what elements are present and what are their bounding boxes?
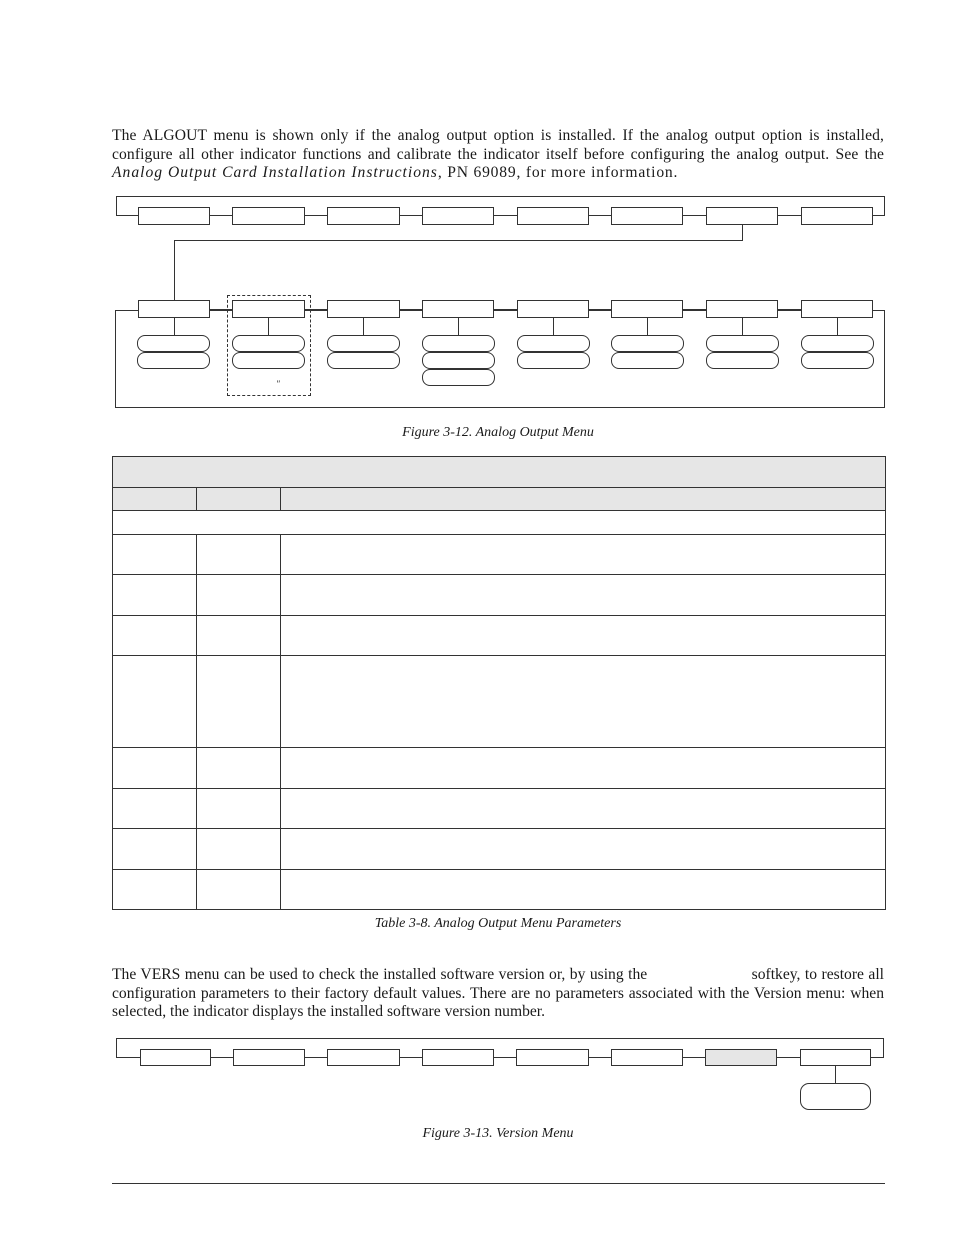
intro-emphasis: Analog Output Card Installation Instructions (112, 164, 438, 182)
param-box-7[interactable] (706, 300, 778, 318)
value-pill[interactable] (517, 335, 590, 352)
connector (211, 1057, 233, 1058)
menu-box-5[interactable] (516, 1049, 589, 1066)
param-box-3[interactable] (327, 300, 400, 318)
connector (778, 309, 801, 310)
figure-3-12-caption: Figure 3-12. Analog Output Menu (402, 425, 594, 440)
table-header-row (113, 488, 886, 511)
connector (210, 309, 232, 310)
connector (494, 309, 517, 310)
figure-3-13-caption: Figure 3-13. Version Menu (422, 1126, 574, 1141)
branch-line (174, 240, 743, 241)
menu-box-5[interactable] (517, 207, 589, 225)
connector (400, 1057, 422, 1058)
connector (305, 1057, 327, 1058)
section-cell (113, 511, 886, 535)
header-cell (281, 488, 886, 511)
intro-text: The ALGOUT menu is shown only if the analog output option is installed. If the analog output option is installed, configure all other indicator functions and calibrate the indicator itself before configuring the analog output. See the (112, 127, 884, 163)
vers-text: The VERS menu can be used to check the installed software version or, by using the (112, 966, 652, 983)
menu-box-highlighted[interactable] (705, 1049, 777, 1066)
connector (210, 215, 232, 216)
vers-text-end: softkey, to restore all configuration parameters to their factory default values. There are no parameters associated with the Version menu: when selected, the indicator displays the installed software version number. (112, 966, 884, 1021)
connector (777, 1057, 800, 1058)
menu-box-3[interactable] (327, 207, 400, 225)
connector (683, 215, 706, 216)
value-pill[interactable] (327, 335, 400, 352)
table-3-8-caption: Table 3-8. Analog Output Menu Parameters (374, 916, 622, 931)
value-pill[interactable] (232, 335, 305, 352)
stem (837, 318, 838, 335)
analog-output-parameters-table (112, 456, 886, 910)
param-box-4[interactable] (422, 300, 494, 318)
stem (835, 1066, 836, 1084)
value-pill[interactable] (137, 352, 210, 369)
header-cell (197, 488, 281, 511)
stem (174, 318, 175, 335)
menu-box-vers[interactable] (800, 1049, 871, 1066)
table-row (113, 535, 886, 575)
menu-box-3[interactable] (327, 1049, 400, 1066)
stem (647, 318, 648, 335)
table-row (113, 870, 886, 910)
drop-line (742, 225, 743, 241)
param-box-8[interactable] (801, 300, 873, 318)
value-pill[interactable] (801, 352, 874, 369)
connector (589, 215, 611, 216)
connector (589, 1057, 611, 1058)
value-pill[interactable] (517, 352, 590, 369)
bracket-foot-right (872, 215, 885, 216)
stem (742, 318, 743, 335)
connector (400, 215, 422, 216)
table-row (113, 575, 886, 616)
value-pill[interactable] (706, 335, 779, 352)
menu-box-1[interactable] (138, 207, 210, 225)
table-row (113, 789, 886, 829)
connector (778, 215, 801, 216)
tick-mark: " (276, 379, 280, 389)
value-pill[interactable] (137, 335, 210, 352)
connector (305, 215, 327, 216)
param-box-6[interactable] (611, 300, 683, 318)
bracket-foot-left (116, 215, 138, 216)
algout-intro-paragraph (112, 127, 884, 183)
menu-box-1[interactable] (140, 1049, 211, 1066)
value-pill[interactable] (327, 352, 400, 369)
param-box-1[interactable] (138, 300, 210, 318)
menu-box-6[interactable] (611, 207, 683, 225)
connector (400, 309, 422, 310)
value-pill[interactable] (422, 335, 495, 352)
branch-down-line (174, 240, 175, 301)
menu-box-6[interactable] (611, 1049, 683, 1066)
param-box-5[interactable] (517, 300, 589, 318)
table-title-row (113, 457, 886, 488)
table-section-row (113, 511, 886, 535)
connector (683, 309, 706, 310)
connector (494, 1057, 516, 1058)
value-pill[interactable] (232, 352, 305, 369)
bracket-foot-right (870, 1057, 884, 1058)
menu-box-algout[interactable] (706, 207, 778, 225)
table-title-cell (113, 457, 886, 488)
stem (553, 318, 554, 335)
stem (458, 318, 459, 335)
table-row (113, 829, 886, 870)
value-pill[interactable] (422, 369, 495, 386)
param-box-2[interactable] (232, 300, 305, 318)
value-pill[interactable] (611, 335, 684, 352)
value-pill[interactable] (801, 335, 874, 352)
menu-box-2[interactable] (232, 207, 305, 225)
header-cell (113, 488, 197, 511)
footer-rule (112, 1183, 885, 1184)
stem (363, 318, 364, 335)
table-row (113, 748, 886, 789)
version-value-pill[interactable] (800, 1083, 871, 1110)
value-pill[interactable] (611, 352, 684, 369)
table-row (113, 656, 886, 748)
menu-box-4[interactable] (422, 207, 494, 225)
table-row (113, 616, 886, 656)
connector (589, 309, 611, 310)
menu-box-4[interactable] (422, 1049, 494, 1066)
connector (683, 1057, 705, 1058)
menu-box-2[interactable] (233, 1049, 305, 1066)
value-pill[interactable] (706, 352, 779, 369)
stem (268, 318, 269, 335)
connector (494, 215, 517, 216)
intro-text-end: , PN 69089, for more information. (437, 164, 679, 182)
connector (305, 309, 327, 310)
vers-paragraph (112, 966, 884, 1022)
menu-box-8[interactable] (801, 207, 873, 225)
value-pill[interactable] (422, 352, 495, 369)
bracket-foot-left (116, 1057, 140, 1058)
